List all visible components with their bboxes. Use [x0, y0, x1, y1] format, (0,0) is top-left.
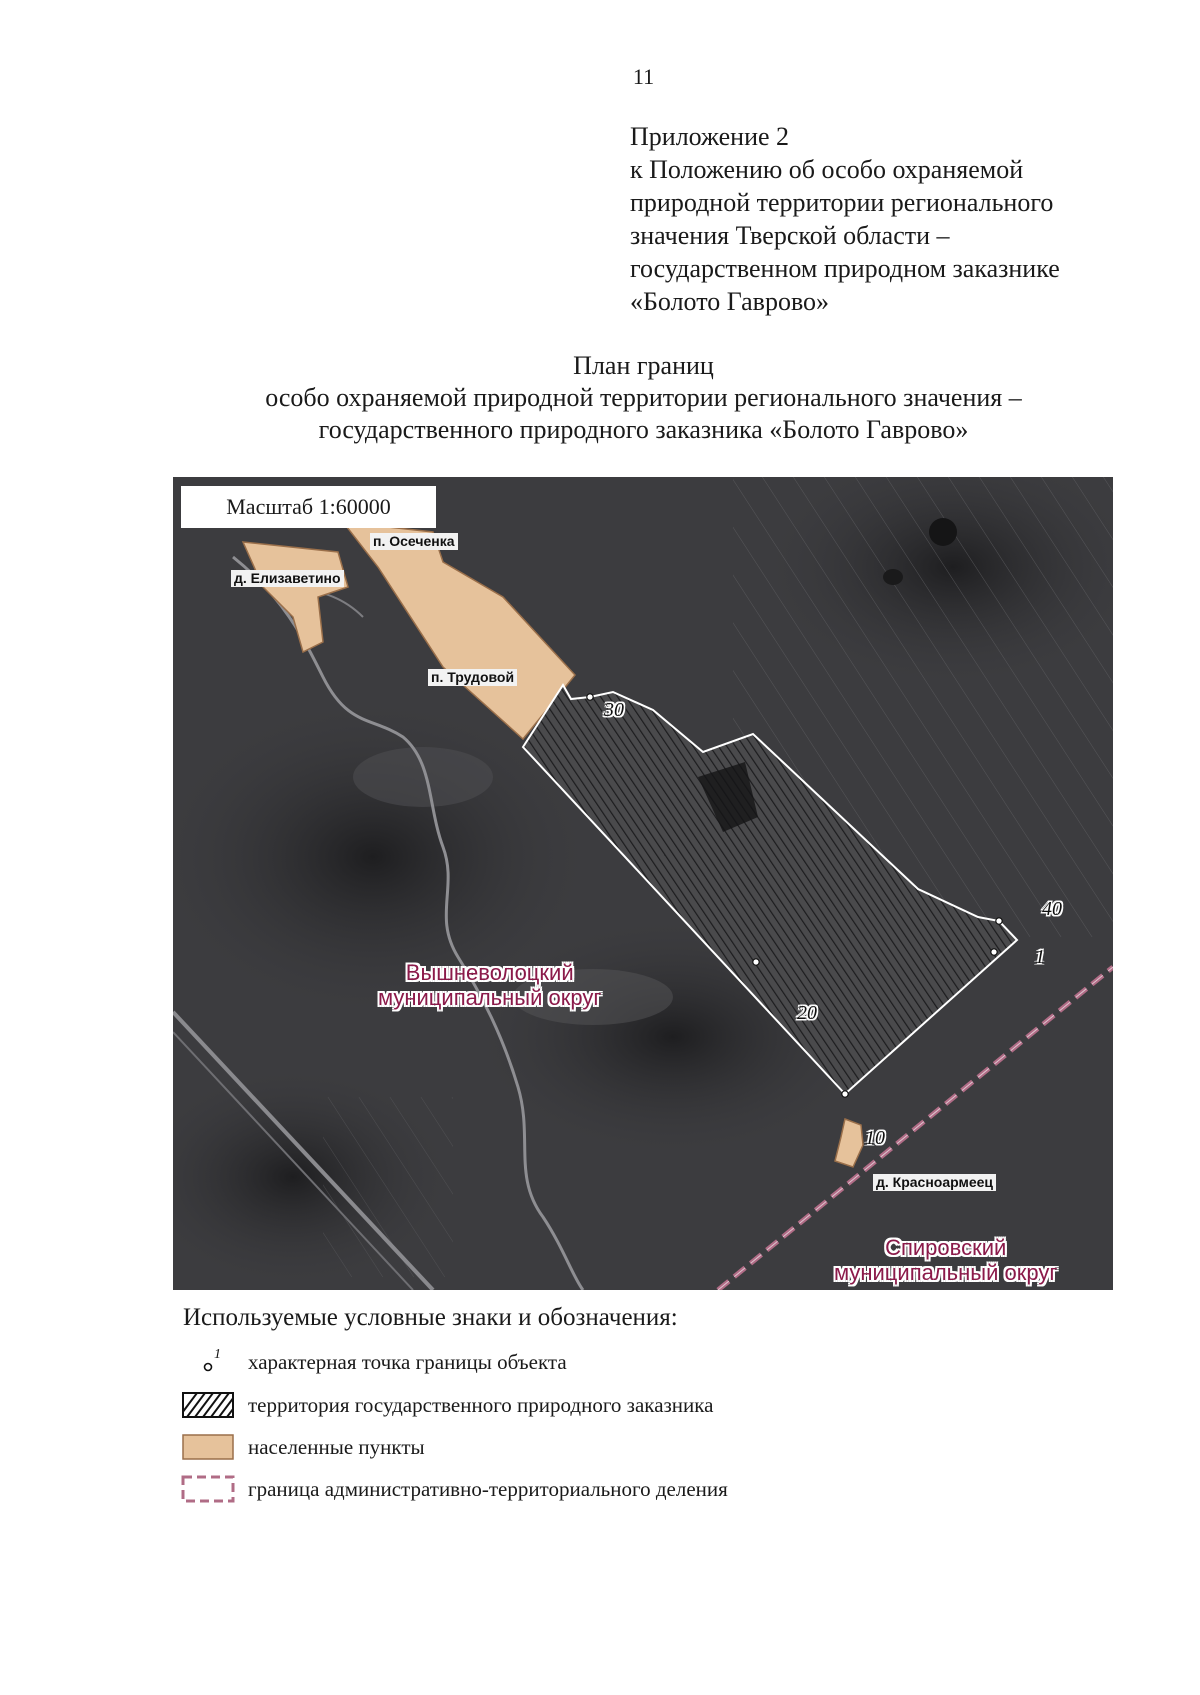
boundary-point-30 [587, 694, 593, 700]
legend-title: Используемые условные знаки и обозначения: [183, 1304, 678, 1331]
appendix-line: государственном природном заказнике [630, 254, 1060, 283]
district-name: Спировский [885, 1235, 1007, 1260]
legend-text: характерная точка границы объекта [248, 1349, 567, 1374]
district-name: Вышневолоцкий [405, 960, 574, 985]
page-number: 11 [632, 64, 655, 89]
legend-text: граница административно-территориального деления [248, 1476, 728, 1501]
point-label-40: 40 [1042, 898, 1062, 920]
boundary-point-symbol-label: 1 [214, 1347, 221, 1362]
map-canvas [173, 477, 1113, 1290]
settlement-icon [180, 1431, 236, 1463]
plan-title [0, 350, 1200, 446]
district-name: муниципальный округ [834, 1260, 1058, 1285]
settlement-label: п. Трудовой [428, 669, 517, 686]
settlement-label: п. Осеченка [370, 533, 458, 550]
boundary-map [173, 477, 1113, 1290]
plan-title-line: государственного природного заказника «Болото Гаврово» [318, 415, 969, 444]
appendix-caption [630, 120, 1170, 318]
point-label-1: 1 [1035, 946, 1045, 968]
legend-text: населенные пункты [248, 1434, 425, 1459]
boundary-point-20 [753, 959, 759, 965]
settlement-label: д. Красноармеец [873, 1174, 996, 1191]
plan-title-line: План границ [573, 351, 714, 380]
map-scale: Масштаб 1:60000 [181, 486, 436, 528]
admin-boundary-icon [180, 1473, 236, 1505]
appendix-line: значения Тверской области – [630, 221, 950, 250]
hatch-icon [180, 1389, 236, 1421]
legend-item-boundary-point [180, 1345, 567, 1379]
district-name: муниципальный округ [378, 985, 602, 1010]
boundary-point-40 [996, 918, 1002, 924]
point-label-30: 30 [604, 699, 624, 721]
plan-title-line: особо охраняемой природной территории регионального значения – [265, 383, 1022, 412]
appendix-line: «Болото Гаврово» [630, 287, 830, 316]
district-label-vyshnevolotsky [378, 960, 601, 1010]
legend-item-settlements [180, 1430, 425, 1464]
settlement-label: д. Елизаветино [231, 570, 344, 587]
boundary-point-10 [842, 1091, 848, 1097]
appendix-line: природной территории регионального [630, 188, 1054, 217]
boundary-point-1 [991, 949, 997, 955]
legend-text: территория государственного природного заказника [248, 1392, 714, 1417]
appendix-line: к Положению об особо охраняемой [630, 155, 1024, 184]
legend-item-reserve [180, 1388, 714, 1422]
appendix-line: Приложение 2 [630, 122, 790, 151]
boundary-point-icon [180, 1346, 236, 1378]
point-label-10: 10 [865, 1127, 885, 1149]
district-label-spirovsky [834, 1235, 1057, 1285]
point-label-20: 20 [797, 1002, 817, 1024]
legend-item-admin-boundary [180, 1472, 728, 1506]
